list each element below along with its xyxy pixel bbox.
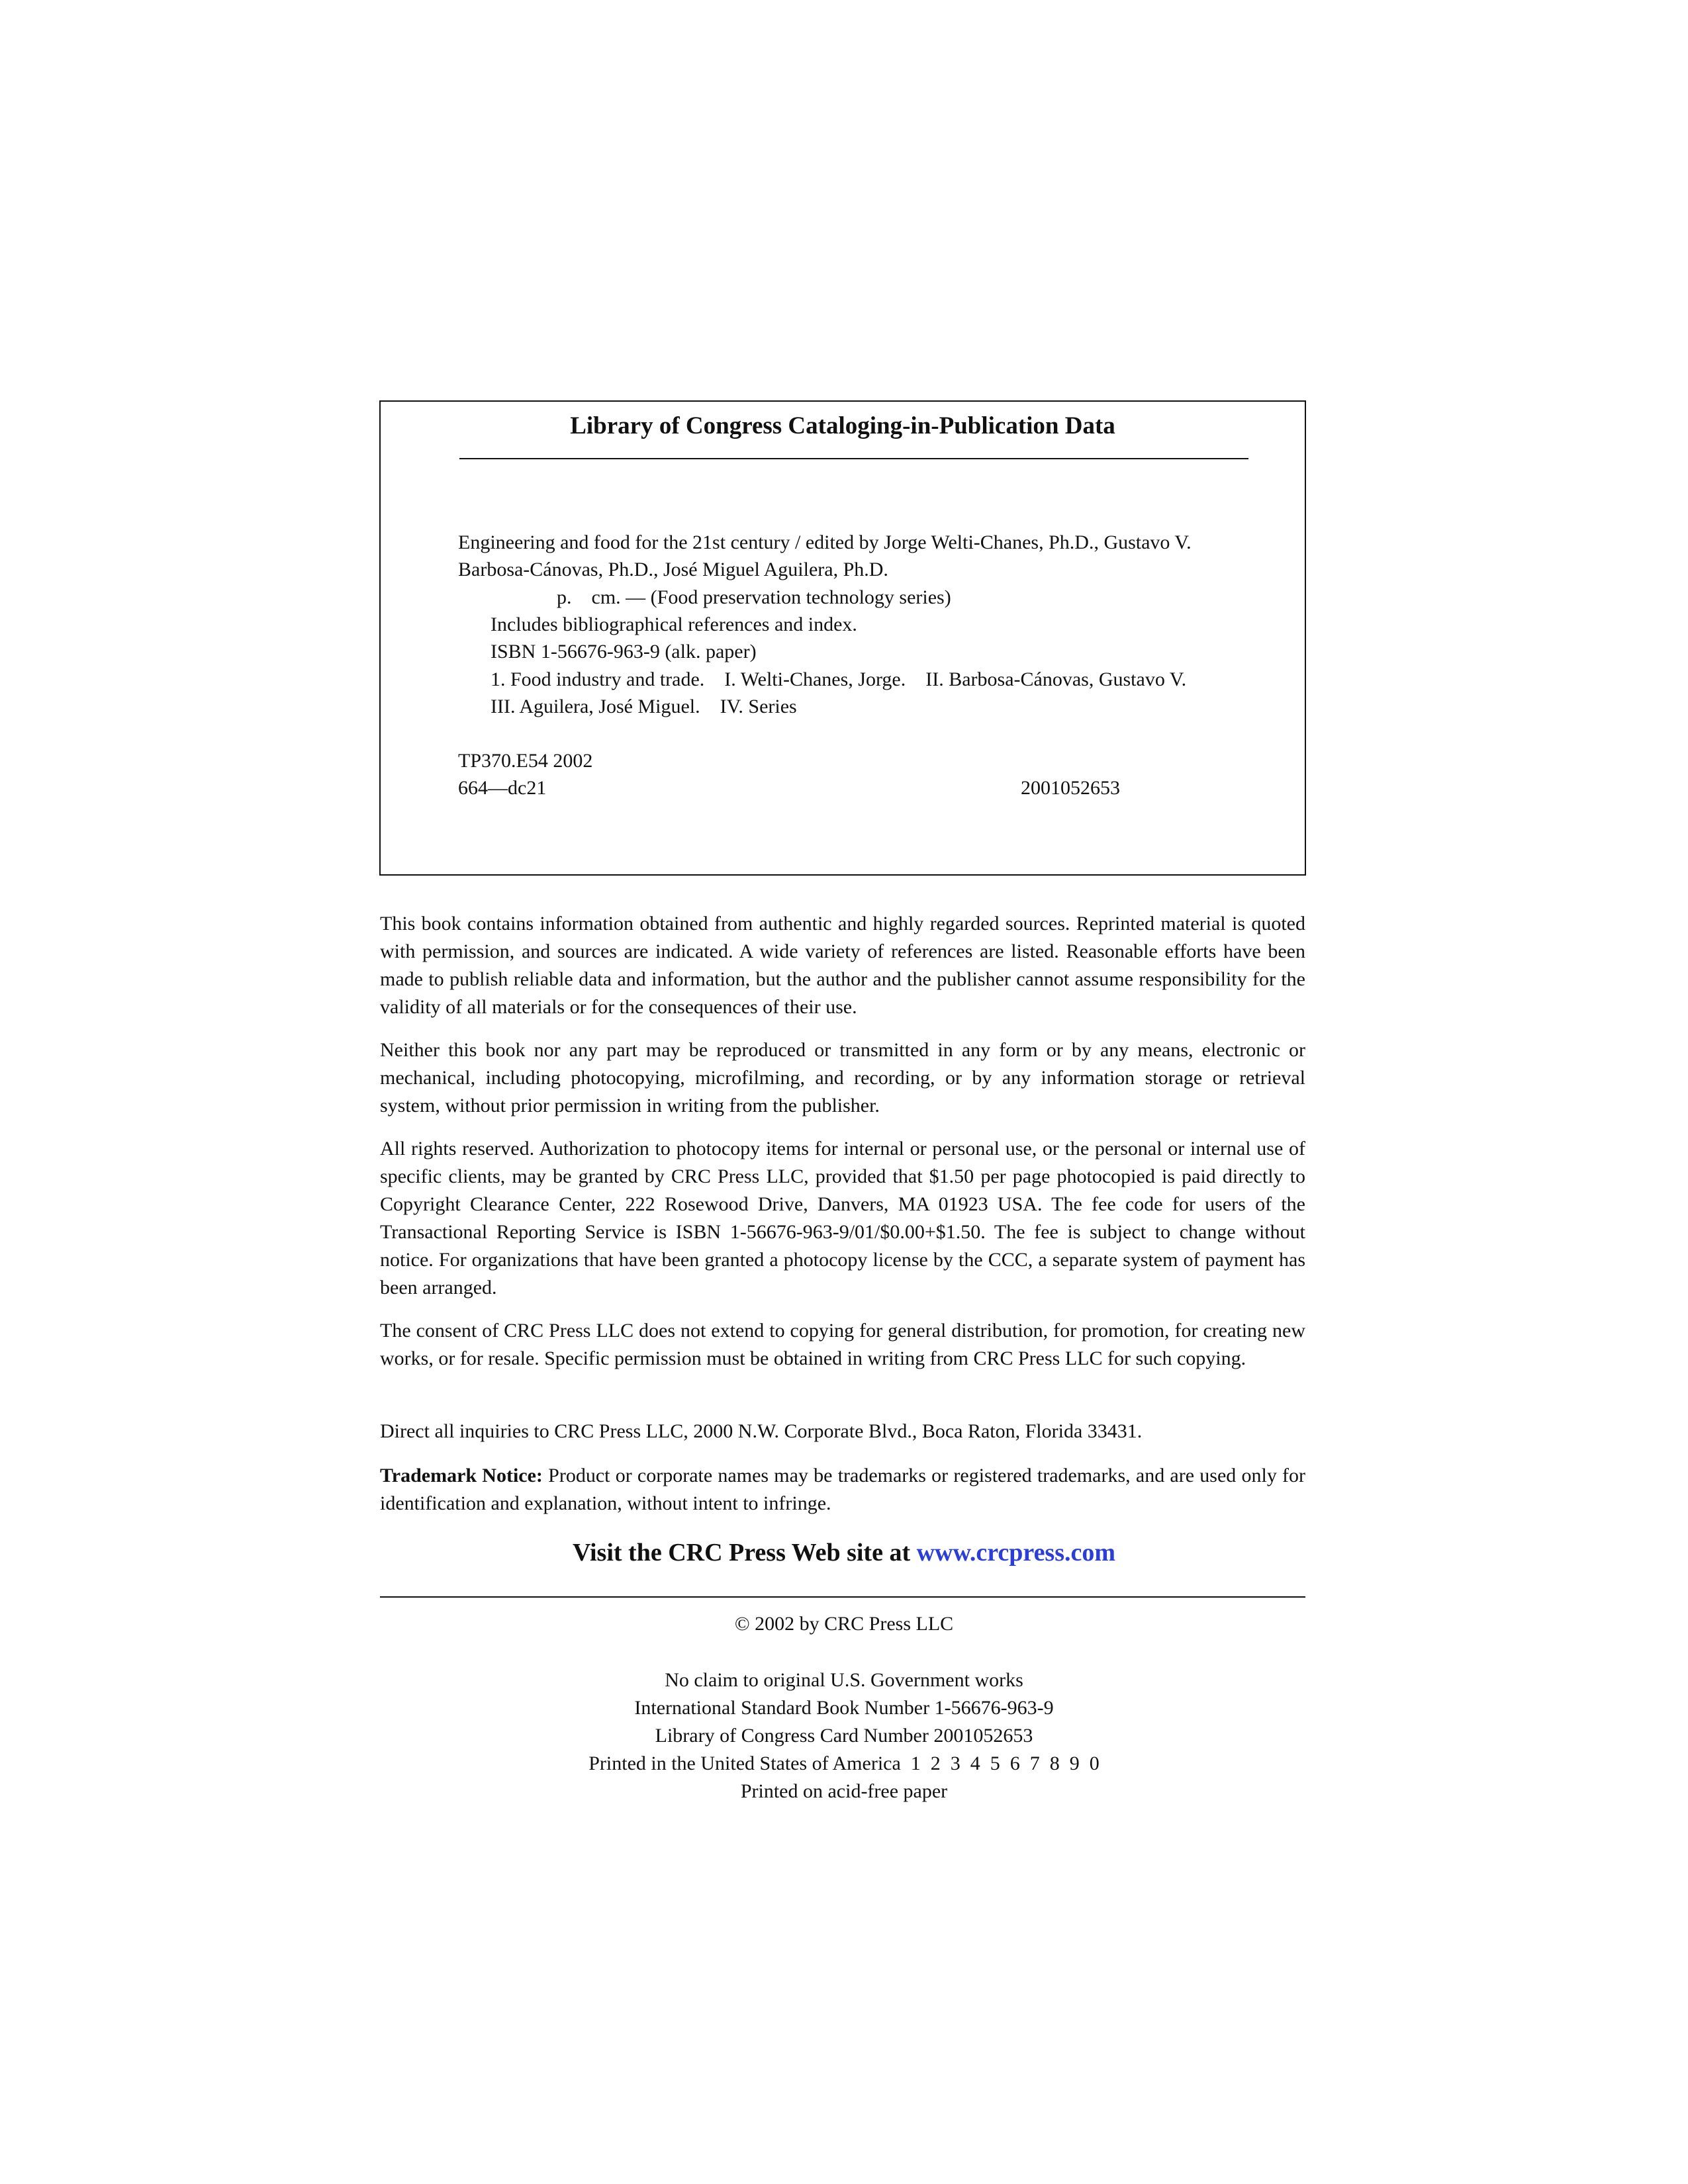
cip-subject: 1. Food industry and trade. — [491, 668, 705, 690]
cip-subjects-line-1 — [491, 668, 1186, 692]
inquiries-paragraph: Direct all inquiries to CRC Press LLC, 2000 N.W. Corporate Blvd., Boca Raton, Florida 33431. — [380, 1420, 1143, 1442]
cip-lccn: 2001052653 — [1021, 777, 1120, 799]
trademark-paragraph — [380, 1462, 1305, 1518]
cip-subject: II. Barbosa-Cánovas, Gustavo V. — [925, 668, 1187, 690]
disclaimer-paragraph: This book contains information obtained from authentic and highly regarded sources. Reprinted material is quoted with permission, and sources are indicated. A wide variety of references are listed. Reasonable efforts have been made to publish reliable data and information, but the author and the publisher cannot assume responsibility for the validity of all materials or for the consequences of their use. — [380, 913, 1305, 1018]
trademark-label: Trademark Notice: — [380, 1465, 543, 1486]
lccn-line: Library of Congress Card Number 2001052653 — [655, 1725, 1033, 1747]
cip-dewey: 664—dc21 — [458, 777, 547, 799]
cip-title-rule — [459, 458, 1248, 459]
no-claim-line: No claim to original U.S. Government works — [665, 1669, 1023, 1691]
cip-notes-line: Includes bibliographical references and index. — [491, 614, 857, 635]
website-link[interactable]: www.crcpress.com — [916, 1539, 1116, 1567]
trademark-text: Product or corporate names may be trademarks or registered trademarks, and are used only for identification and explanation, without intent to infringe. — [380, 1465, 1306, 1514]
consent-paragraph: The consent of CRC Press LLC does not extend to copying for general distribution, for promotion, for creating new works, or for resale. Specific permission must be obtained in writing from CRC Press LLC for such copying. — [380, 1320, 1305, 1369]
cip-entry-line-1: Engineering and food for the 21st century / edited by Jorge Welti-Chanes, Ph.D., Gustavo V. — [458, 531, 1192, 553]
visit-prefix: Visit the CRC Press Web site at — [572, 1539, 911, 1567]
acid-free-line: Printed on acid-free paper — [740, 1780, 948, 1802]
reproduction-paragraph: Neither this book nor any part may be reproduced or transmitted in any form or by any means, electronic or mechanical, including photocopying, microfilming, and recording, or by any information storage or retrieval system, without prior permission in writing from the publisher. — [380, 1039, 1305, 1116]
cip-collation-line: p. cm. — (Food preservation technology series) — [557, 586, 951, 608]
visit-line — [0, 1537, 1688, 1568]
cip-subjects-line-2 — [491, 695, 797, 719]
footer-rule — [380, 1596, 1305, 1598]
copyright-line: © 2002 by CRC Press LLC — [734, 1613, 954, 1635]
printed-line: Printed in the United States of America 1 2 3 4 5 6 7 8 9 0 — [588, 1752, 1100, 1774]
cip-title: Library of Congress Cataloging-in-Publication Data — [570, 412, 1115, 439]
cip-entry-line-2: Barbosa-Cánovas, Ph.D., José Miguel Aguilera, Ph.D. — [458, 559, 888, 580]
cip-subject: I. Welti-Chanes, Jorge. — [724, 668, 906, 690]
cip-isbn-line: ISBN 1-56676-963-9 (alk. paper) — [491, 641, 757, 662]
cip-subject: III. Aguilera, José Miguel. — [491, 696, 700, 717]
isbn-line: International Standard Book Number 1-56676-963-9 — [634, 1697, 1054, 1719]
cip-box — [379, 400, 1306, 876]
cip-subject: IV. Series — [720, 696, 797, 717]
rights-paragraph: All rights reserved. Authorization to photocopy items for internal or personal use, or the personal or internal use of specific clients, may be granted by CRC Press LLC, provided that $1.50 per page photocopied is paid directly to Copyright Clearance Center, 222 Rosewood Drive, Danvers, MA 01923 USA. The fee code for users of the Transactional Reporting Service is ISBN 1-56676-963-9/01/$0.00+$1.50. The fee is subject to change without notice. For organizations that have been granted a photocopy license by the CCC, a separate system of payment has been arranged. — [380, 1138, 1305, 1298]
cip-call-number: TP370.E54 2002 — [458, 750, 593, 772]
